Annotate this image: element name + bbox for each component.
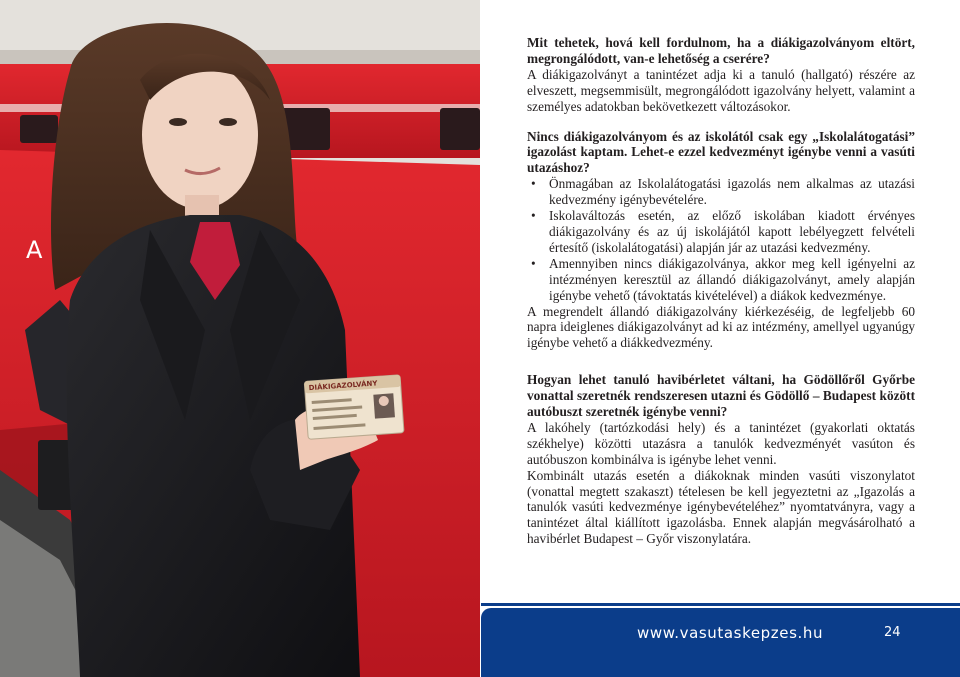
list-item: • Iskolaváltozás esetén, az előző iskolában kiadott érvényes diákigazolvány és az új iskolájától kapott lebélyegzett felvételi értesítő (iskolalátogatási) alapján jár az utazási kedvezmény. [527, 208, 915, 256]
footer-url: www.vasutaskepzes.hu [637, 624, 824, 642]
question-monthly-pass: Hogyan lehet tanuló havibérletet váltani, ha Gödöllőről Győrbe vonattal szeretnék rendszeresen utazni és Gödöllő – Budapest között autóbuszt szeretnék igénybe venni? [527, 372, 915, 420]
footer-accent-line [481, 603, 960, 606]
list-item: • Önmagában az Iskolalátogatási igazolás nem alkalmas az utazási kedvezmény igénybevételére. [527, 176, 915, 208]
question-card-replacement: Mit tehetek, hová kell fordulnom, ha a diákigazolványom eltört, megrongálódott, van-e lehetőség a cserére? [527, 35, 915, 66]
page-number: 24 [884, 625, 901, 640]
answer-monthly-pass-1: A lakóhely (tartózkodási hely) és a tanintézet (gyakorlati oktatás székhelye) közötti utazásra a tanulók kedvezményét vasúton és autóbuszon kombinálva is igénybe lehet venni. [527, 419, 915, 467]
footer-band [481, 608, 960, 677]
question-school-attendance: Nincs diákigazolványom és az iskolától csak egy „Iskolalátogatási” igazolást kaptam. Lehet-e ezzel kedvezményt igénybe venni a vasúti utazáshoz? [527, 128, 915, 176]
student-id-card [304, 375, 404, 440]
faq-column [527, 35, 915, 547]
answer-card-replacement: A diákigazolványt a tanintézet adja ki a tanuló (hallgató) részére az elveszett, megsemmisült, megrongálódott igazolvány helyett, valamint a személyes adatokban bekövetkezett változásokor. [527, 66, 915, 114]
answer-temporary-card: A megrendelt állandó diákigazolvány kiérkezéséig, de legfeljebb 60 napra ideiglenes diákigazolványt ad ki az intézmény, amellyel ugyanúgy igénybe vehető a diákkedvezmény. [527, 303, 915, 351]
bullet-list [527, 176, 915, 303]
answer-monthly-pass-2: Kombinált utazás esetén a diákoknak minden vasúti viszonylatot (vonattal megtett szakaszt) tételesen be kell jegyeztetni az „Igazolás a tanulók vasúti kedvezménye igénybevételéhez” nyomtatványra, vagy a tanintézet által kiállított igazolásba. Ennek alapján megvásárolható a havibérlet Budapest – Győr viszonylatára. [527, 467, 915, 547]
list-item: • Amennyiben nincs diákigazolványa, akkor meg kell igényelni az intézményen keresztül az állandó diákigazolványt, amely alapján igénybe vehető (távoktatás kivételével) a diákok kedvezménye. [527, 256, 915, 304]
train-letter: A [26, 236, 43, 264]
card-title: DIÁKIGAZOLVÁNY [308, 379, 378, 393]
